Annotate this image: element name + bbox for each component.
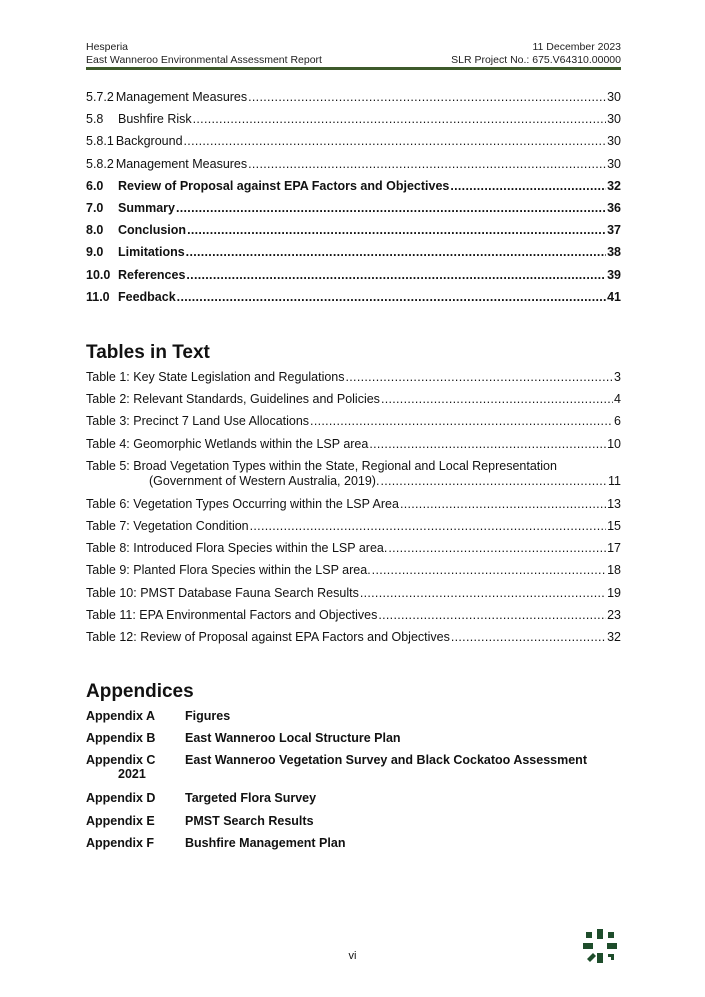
toc-number: 11.0	[86, 289, 110, 304]
appendix-item[interactable]	[86, 836, 621, 858]
table-title: Table 3: Precinct 7 Land Use Allocations	[86, 414, 310, 429]
table-leader	[346, 370, 614, 384]
toc-page: 38	[607, 245, 621, 260]
table-page: 11	[608, 473, 621, 488]
table-page: 10	[607, 436, 621, 451]
toc-title: Feedback	[118, 289, 176, 304]
table-list-item[interactable]	[86, 414, 621, 436]
toc-title: Background	[115, 134, 183, 149]
table-page: 4	[614, 392, 621, 407]
table-page: 32	[607, 629, 621, 644]
table-list-item[interactable]	[86, 630, 621, 652]
toc-leader	[450, 179, 606, 193]
table-leader	[372, 563, 606, 577]
table-page: 6	[614, 414, 621, 429]
toc-number: 5.8.1	[86, 134, 114, 149]
table-title: Table 12: Review of Proposal against EPA Factors and Objectives	[86, 629, 450, 644]
toc-leader	[248, 90, 606, 104]
toc-entry[interactable]	[86, 157, 621, 179]
toc-entry[interactable]	[86, 223, 621, 245]
toc-number: 8.0	[86, 223, 104, 238]
table-page: 15	[607, 518, 621, 533]
table-list-item[interactable]	[86, 392, 621, 414]
toc-entry[interactable]	[86, 179, 621, 201]
appendix-item[interactable]	[86, 791, 621, 813]
toc-leader	[177, 290, 606, 304]
toc-page: 30	[607, 134, 621, 149]
table-page: 3	[614, 370, 621, 384]
table-leader	[381, 392, 613, 406]
appendix-title: Figures	[185, 709, 231, 723]
appendices-heading: Appendices	[86, 681, 194, 702]
toc-entry[interactable]	[86, 201, 621, 223]
table-list-item[interactable]	[86, 437, 621, 459]
table-title: Table 5: Broad Vegetation Types within the State, Regional and Local Representation	[86, 458, 557, 473]
table-list-item[interactable]	[86, 563, 621, 585]
toc-leader	[186, 245, 606, 259]
toc-page: 30	[607, 156, 621, 171]
table-list-item[interactable]	[86, 497, 621, 519]
table-title: Table 10: PMST Database Fauna Search Results	[86, 585, 359, 600]
table-title: Table 1: Key State Legislation and Regulations	[86, 370, 345, 384]
toc-number: 5.8.2	[86, 156, 114, 171]
table-leader	[388, 541, 606, 555]
table-leader	[378, 608, 606, 622]
toc-page: 37	[607, 223, 621, 238]
appendix-year: 2021	[118, 767, 146, 782]
header-date: 11 December 2023	[532, 41, 621, 53]
appendix-label: Appendix F	[86, 835, 155, 850]
table-list-item[interactable]	[86, 608, 621, 630]
header-report-title: East Wanneroo Environmental Assessment Report	[86, 54, 322, 66]
table-title: Table 8: Introduced Flora Species within the LSP area.	[86, 541, 388, 556]
appendix-label: Appendix D	[86, 791, 156, 806]
table-leader	[451, 630, 606, 644]
toc-title: Management Measures	[115, 156, 248, 171]
appendix-title: Bushfire Management Plan	[185, 835, 346, 850]
toc-number: 9.0	[86, 245, 104, 260]
slr-logo-icon	[582, 928, 618, 964]
toc-leader	[187, 223, 606, 237]
toc-number: 10.0	[86, 267, 111, 282]
appendix-item[interactable]	[86, 814, 621, 836]
table-list-item[interactable]	[86, 586, 621, 608]
table-title: Table 9: Planted Flora Species within the LSP area.	[86, 563, 371, 578]
toc-entry[interactable]	[86, 290, 621, 312]
appendix-title: Targeted Flora Survey	[185, 791, 317, 806]
toc-number: 6.0	[86, 178, 104, 193]
toc-leader	[248, 157, 606, 171]
toc-page: 39	[607, 267, 621, 282]
table-list-item[interactable]	[86, 459, 621, 497]
tables-in-text-heading: Tables in Text	[86, 342, 210, 363]
toc-title: Bushfire Risk	[118, 112, 192, 127]
table-title-continuation-row	[86, 474, 621, 496]
toc-entry[interactable]	[86, 134, 621, 156]
appendix-item[interactable]	[86, 731, 621, 753]
appendix-item[interactable]	[86, 753, 621, 791]
table-leader	[310, 414, 613, 428]
toc-title: References	[118, 267, 186, 282]
table-of-contents	[86, 90, 621, 312]
table-page: 17	[607, 541, 621, 556]
tables-list	[86, 370, 621, 652]
table-page: 19	[607, 585, 621, 600]
toc-title: Management Measures	[115, 90, 248, 104]
table-leader	[369, 437, 606, 451]
toc-number: 7.0	[86, 200, 104, 215]
header-client: Hesperia	[86, 41, 129, 53]
toc-page: 32	[607, 178, 621, 193]
table-title: Table 7: Vegetation Condition	[86, 518, 249, 533]
table-title: Table 4: Geomorphic Wetlands within the LSP area	[86, 436, 369, 451]
toc-title: Summary	[118, 200, 175, 215]
table-list-item[interactable]	[86, 541, 621, 563]
page-header	[86, 41, 621, 67]
appendix-label: Appendix A	[86, 709, 155, 723]
toc-title: Review of Proposal against EPA Factors and Objectives	[118, 178, 450, 193]
table-page: 13	[607, 496, 621, 511]
toc-entry[interactable]	[86, 245, 621, 267]
toc-page: 41	[607, 289, 621, 304]
table-title: Table 2: Relevant Standards, Guidelines and Policies	[86, 392, 380, 407]
toc-leader	[186, 268, 606, 282]
appendix-label: Appendix B	[86, 731, 156, 746]
table-leader	[380, 474, 607, 488]
toc-leader	[176, 201, 606, 215]
table-page: 23	[607, 607, 621, 622]
appendix-label: Appendix C	[86, 753, 156, 768]
appendix-item[interactable]	[86, 709, 621, 731]
toc-page: 30	[607, 112, 621, 127]
toc-leader	[193, 112, 606, 126]
header-divider	[86, 67, 621, 70]
table-title-continuation: (Government of Western Australia, 2019).	[149, 473, 380, 488]
appendix-title: East Wanneroo Vegetation Survey and Black Cockatoo Assessment	[185, 753, 587, 768]
table-page: 18	[607, 563, 621, 578]
table-title: Table 11: EPA Environmental Factors and Objectives	[86, 607, 378, 622]
appendix-title: PMST Search Results	[185, 813, 314, 828]
toc-page: 30	[607, 90, 621, 104]
toc-title: Conclusion	[118, 223, 187, 238]
appendix-title: East Wanneroo Local Structure Plan	[185, 731, 401, 746]
appendix-label: Appendix E	[86, 813, 155, 828]
toc-title: Limitations	[118, 245, 185, 260]
toc-entry[interactable]	[86, 268, 621, 290]
toc-leader	[184, 134, 607, 148]
appendix-label-block	[86, 753, 185, 781]
table-leader	[400, 497, 606, 511]
toc-page: 36	[607, 200, 621, 215]
table-title: Table 6: Vegetation Types Occurring within the LSP Area	[86, 496, 399, 511]
page-number: vi	[348, 950, 357, 962]
toc-entry[interactable]	[86, 90, 621, 112]
table-list-item[interactable]	[86, 370, 621, 392]
toc-number: 5.7.2	[86, 90, 114, 104]
table-leader	[360, 586, 606, 600]
toc-number: 5.8	[86, 112, 104, 127]
appendices-list	[86, 709, 621, 858]
header-project-number: SLR Project No.: 675.V64310.00000	[451, 54, 621, 66]
table-leader	[250, 519, 606, 533]
table-list-item[interactable]	[86, 519, 621, 541]
toc-entry[interactable]	[86, 112, 621, 134]
